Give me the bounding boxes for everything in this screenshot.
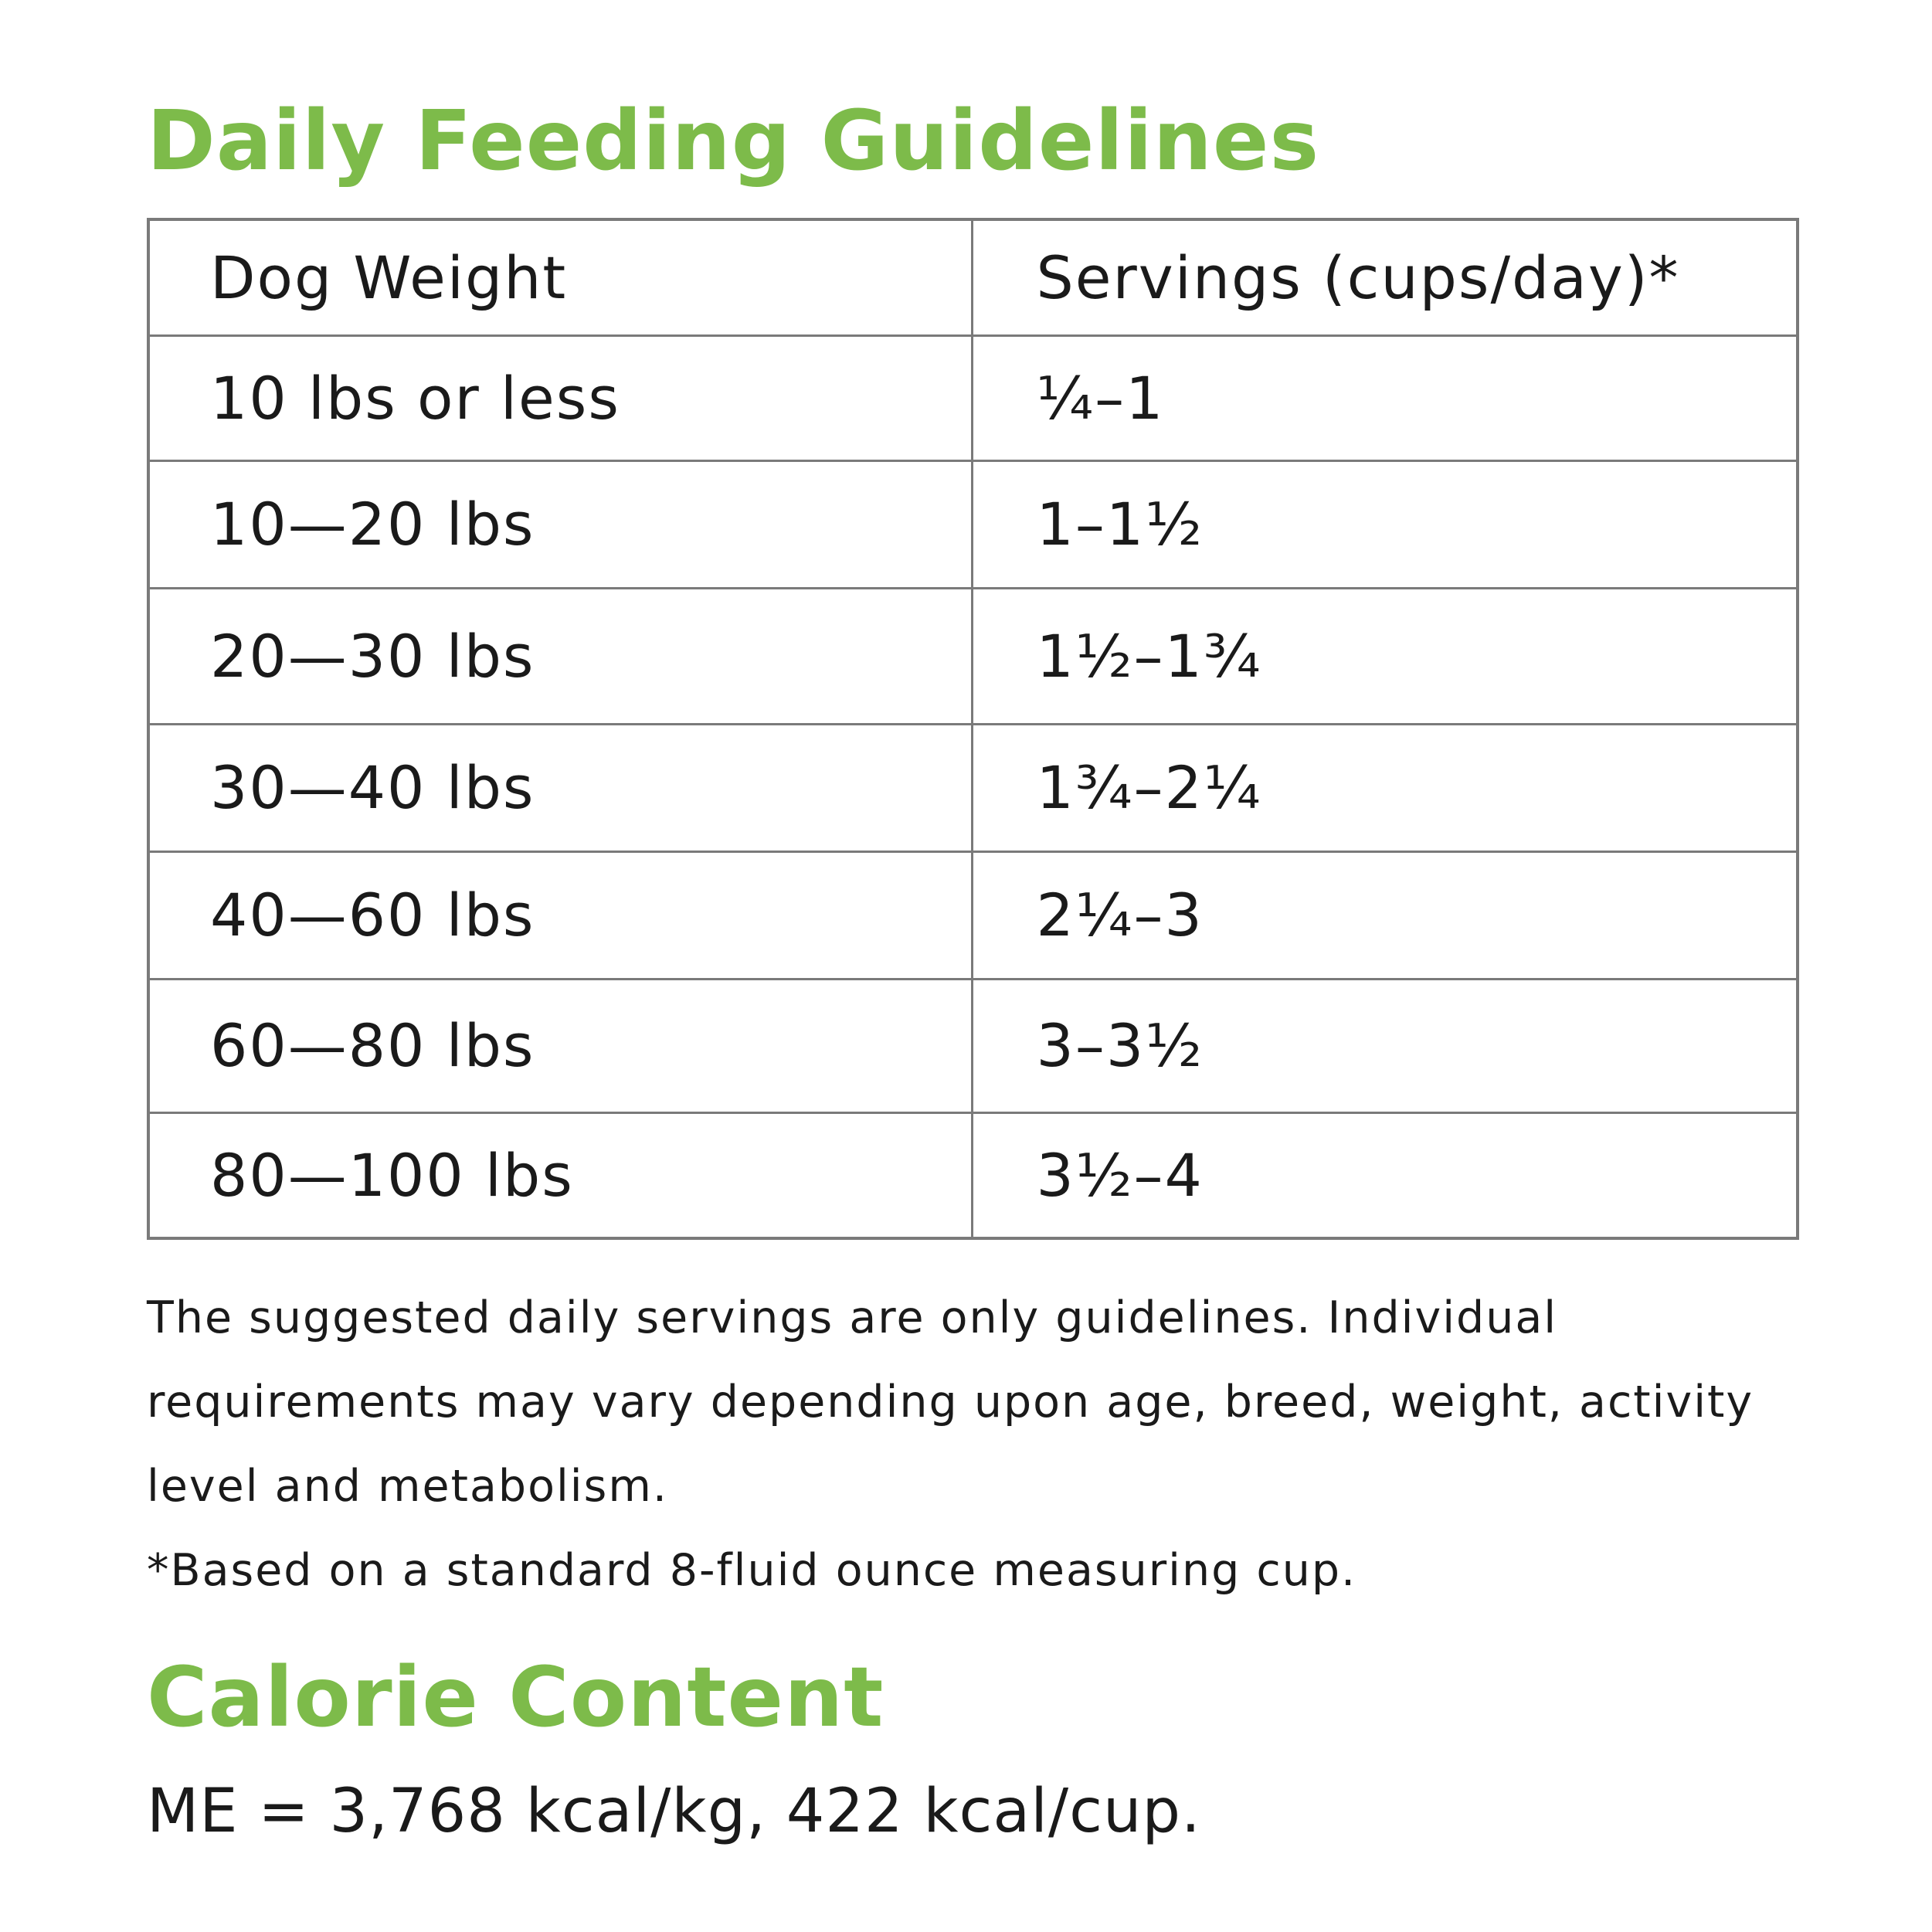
table-header-row [148,219,1798,335]
table-row [148,724,1798,851]
table-row [148,588,1798,724]
servings-cell: 1½–1¾ [972,588,1798,724]
dog-weight-cell: 30—40 lbs [148,724,972,851]
dog-weight-cell: 40—60 lbs [148,851,972,979]
servings-cell: 2¼–3 [972,851,1798,979]
calorie-content-text: ME = 3,768 kcal/kg, 422 kcal/cup. [147,1777,1201,1846]
feeding-table [147,218,1799,1240]
disclaimer-text: The suggested daily servings are only guidelines. Individual requirements may vary depending upon age, breed, weight, activity level and metabolism. [147,1292,1754,1512]
servings-cell: 3½–4 [972,1112,1798,1238]
servings-cell: 1¾–2¼ [972,724,1798,851]
feeding-guidelines-heading: Daily Feeding Guidelines [147,93,1320,189]
servings-cell: ¼–1 [972,335,1798,460]
dog-weight-cell: 80—100 lbs [148,1112,972,1238]
table-row [148,335,1798,460]
table-row [148,979,1798,1112]
column-header-dog-weight: Dog Weight [148,219,972,335]
dog-weight-cell: 10 lbs or less [148,335,972,460]
table-row [148,1112,1798,1238]
servings-cell: 3–3½ [972,979,1798,1112]
footnote-text: *Based on a standard 8-fluid ounce measuring cup. [147,1545,1357,1596]
table-row [148,851,1798,979]
table-row [148,460,1798,588]
calorie-content-heading: Calorie Content [147,1650,885,1746]
dog-weight-cell: 10—20 lbs [148,460,972,588]
dog-weight-cell: 20—30 lbs [148,588,972,724]
column-header-servings: Servings (cups/day)* [972,219,1798,335]
feeding-notes [147,1276,1796,1613]
dog-weight-cell: 60—80 lbs [148,979,972,1112]
servings-cell: 1–1½ [972,460,1798,588]
